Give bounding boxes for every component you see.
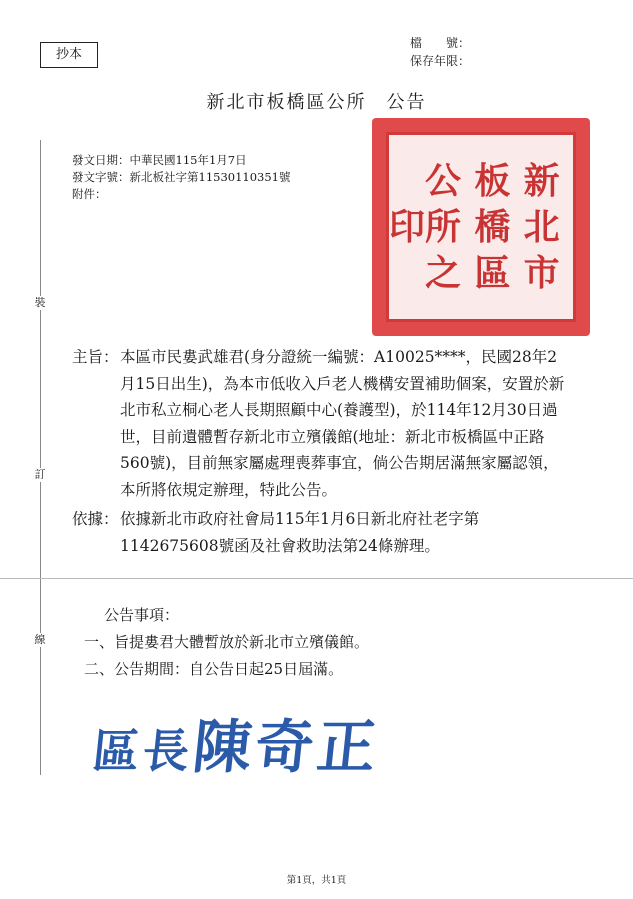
binding-mark-zhuang: 裝 <box>34 296 46 309</box>
subject-text: 本區市民婁武雄君(身分證統一編號：A10025****，民國28年2月15日出生)，為本市低收入戶老人機構安置補助個案，安置於新北市私立桐心老人長期照顧中心(養護型)，於114年12月30日過世，目前遺體暫存新北市立殯儀館(地址：新北市板橋區中正路560號)，目前無家屬處理喪葬事宜，倘公告期居滿無家屬認領，本所將依規定辦理，特此公告。 <box>120 348 565 499</box>
page-footer: 第1頁，共1頁 <box>286 875 347 886</box>
notice-items <box>84 602 369 683</box>
subject-label: 主旨： <box>72 348 119 366</box>
seal-column: 新北市 <box>523 160 560 294</box>
copy-stamp: 抄本 <box>40 42 98 68</box>
issue-date: 發文日期：中華民國115年1月7日 <box>72 153 247 167</box>
divider <box>0 578 633 579</box>
seal-column: 公所之 <box>425 160 462 294</box>
binding-line <box>40 140 41 775</box>
binding-mark-ding: 訂 <box>34 468 46 481</box>
basis-text: 依據新北市政府社會局115年1月6日新北府社老字第1142675608號函及社會救助法第24條辦理。 <box>120 510 480 555</box>
notice-heading: 公告事項： <box>104 606 180 624</box>
retention-label: 保存年限： <box>410 54 471 68</box>
seal-column: 板橋區 <box>474 160 511 294</box>
notice-body <box>72 344 572 559</box>
binding-mark-xian: 線 <box>34 633 46 646</box>
basis-paragraph <box>72 506 572 559</box>
document-number: 發文字號：新北板社字第11530110351號 <box>72 170 291 184</box>
attachment: 附件： <box>72 187 107 201</box>
notice-item: 一、旨提婁君大體暫放於新北市立殯儀館。 <box>84 633 370 651</box>
notice-item: 二、公告期間：自公告日起25日屆滿。 <box>84 660 344 678</box>
document-title: 新北市板橋區公所 公告 <box>206 92 427 113</box>
seal-column: 印 <box>389 206 426 248</box>
signature <box>90 700 385 784</box>
document-meta <box>72 152 290 203</box>
signature-title: 區長 <box>90 724 196 778</box>
archive-no-label: 檔 號： <box>410 36 471 50</box>
file-info <box>410 34 470 70</box>
signature-name: 陳奇正 <box>189 713 384 781</box>
subject-paragraph <box>72 344 572 503</box>
basis-label: 依據： <box>72 510 119 528</box>
official-seal <box>372 118 590 336</box>
